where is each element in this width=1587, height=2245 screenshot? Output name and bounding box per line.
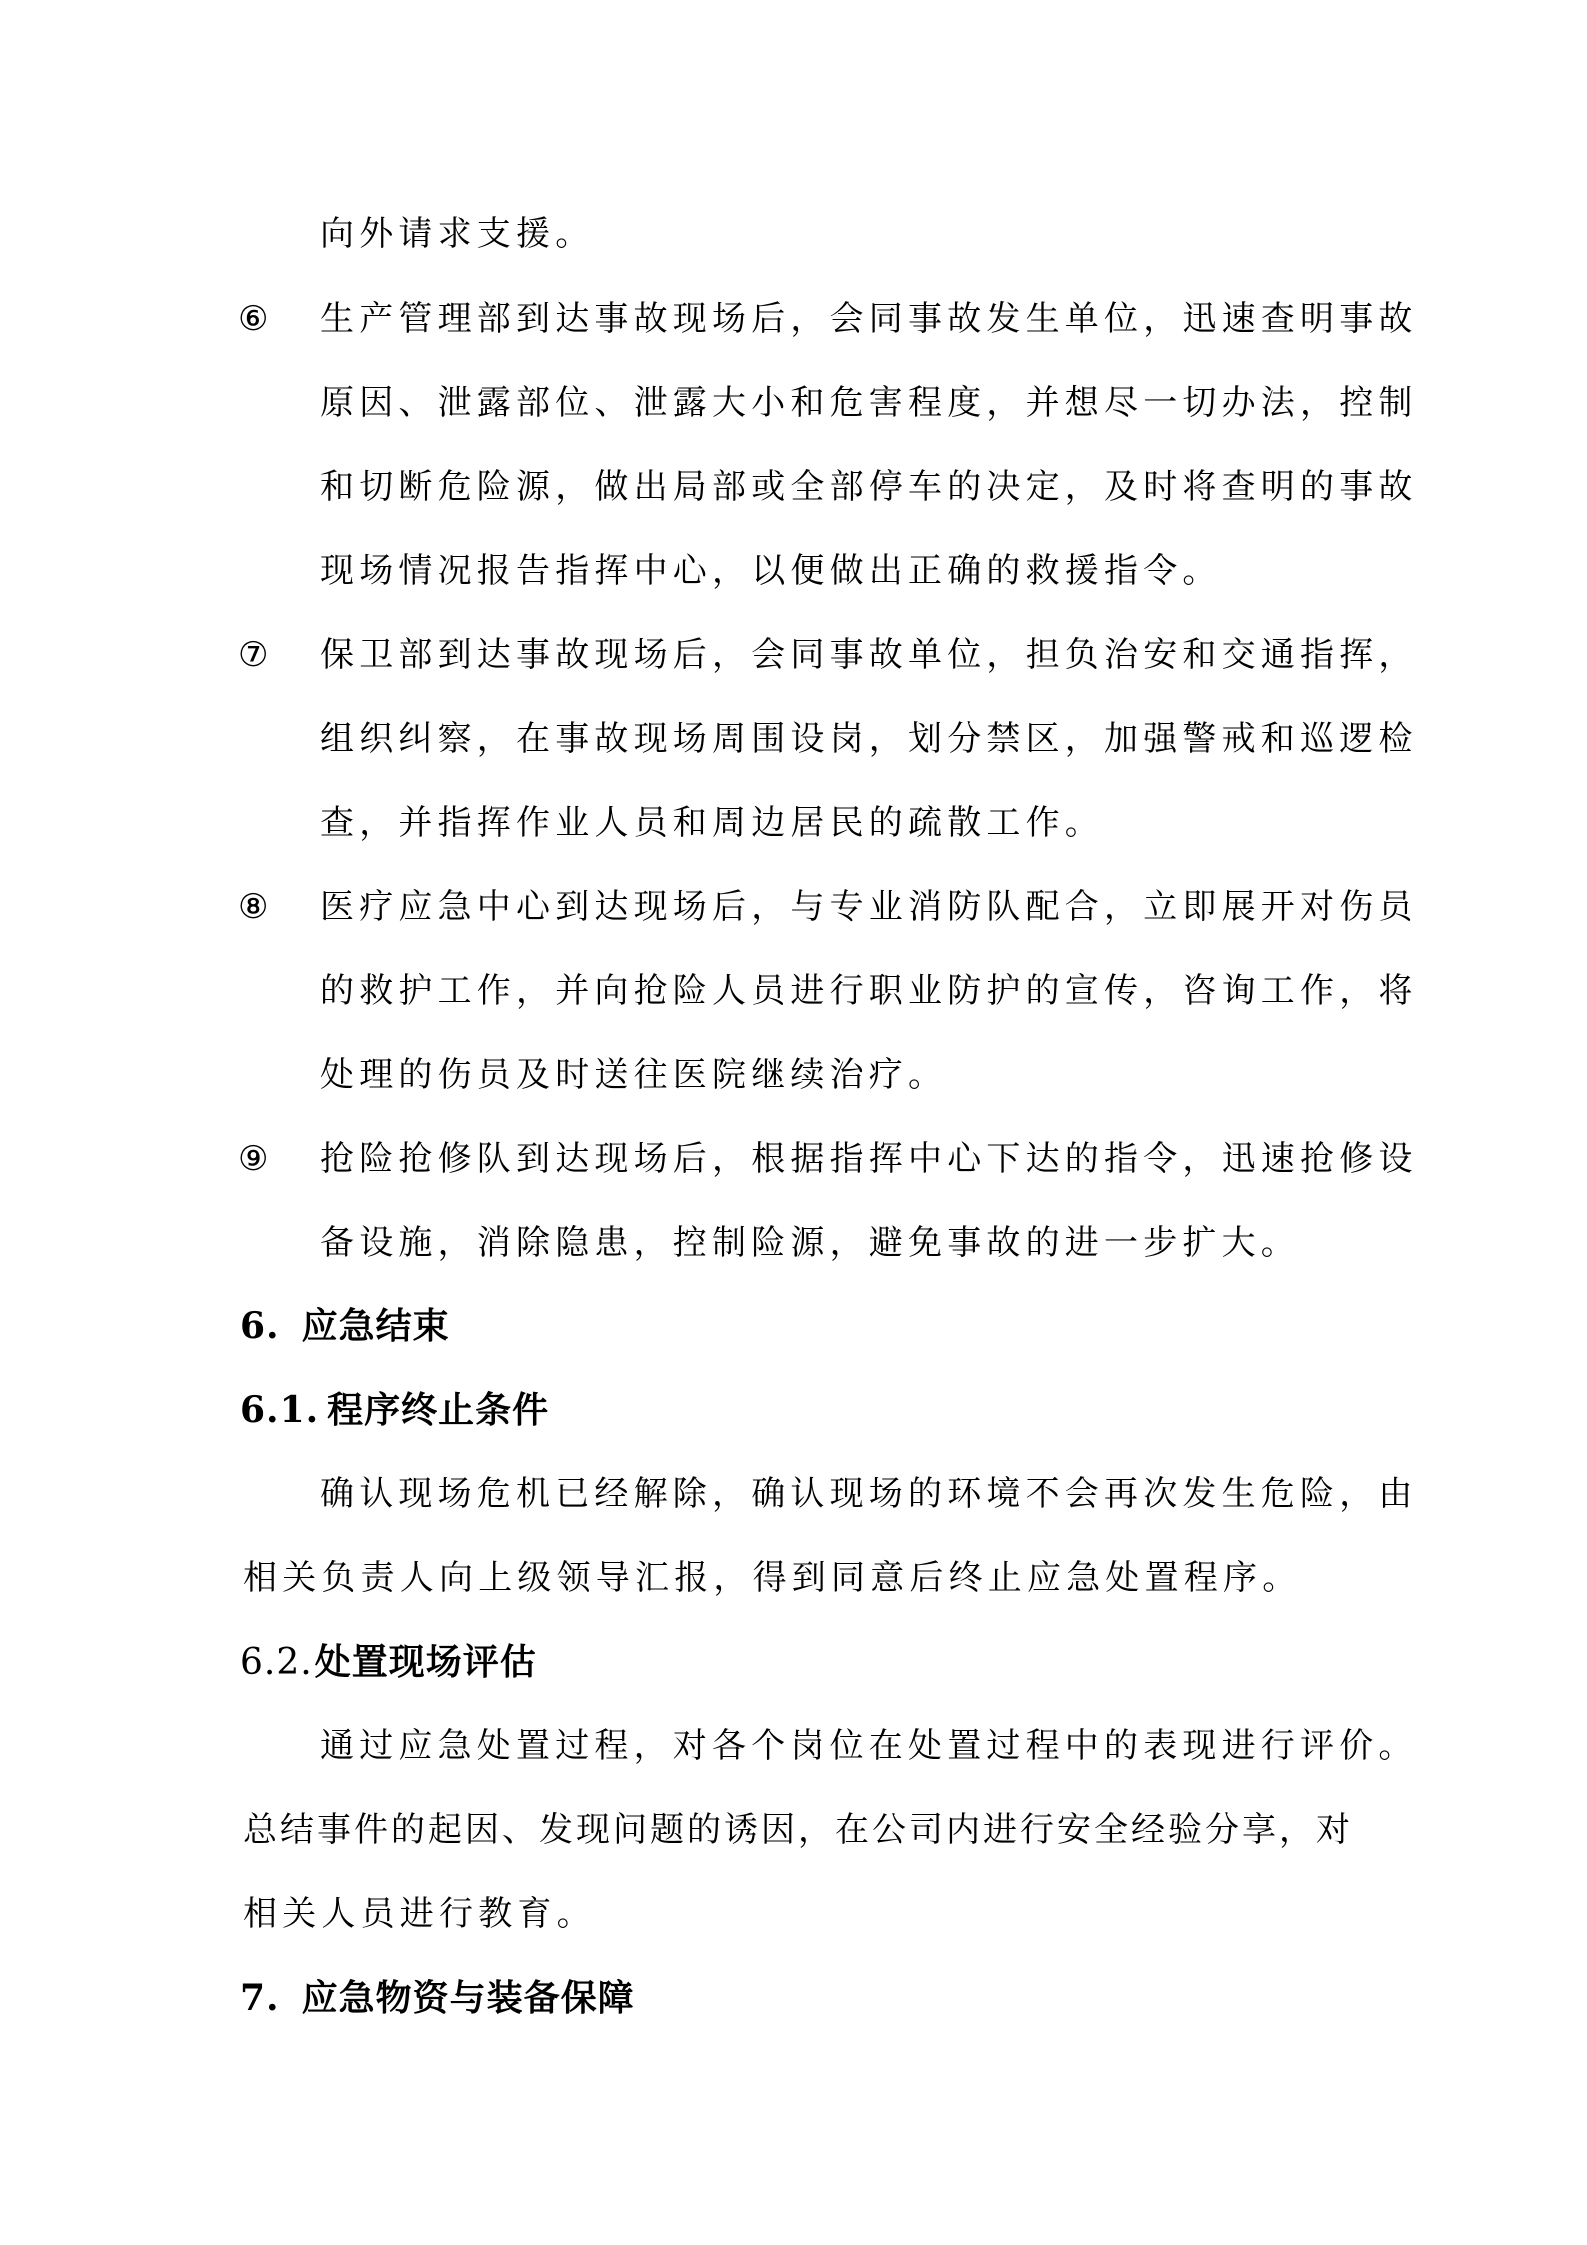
section-heading-6	[240, 1304, 450, 1348]
list-item-7-line-3: 查，并指挥作业人员和周边居民的疏散工作。	[320, 803, 1104, 843]
section-number: 6.2.	[240, 1642, 313, 1683]
list-item-6-line-2: 原因、泄露部位、泄露大小和危害程度，并想尽一切办法，控制	[320, 383, 1418, 423]
list-item-6-line-1: 生产管理部到达事故现场后，会同事故发生单位，迅速查明事故	[320, 299, 1418, 339]
paragraph-6-2-line-2: 总结事件的起因、发现问题的诱因，在公司内进行安全经验分享，对	[243, 1810, 1353, 1850]
list-item-7-line-1: 保卫部到达事故现场后，会同事故单位，担负治安和交通指挥，	[320, 635, 1418, 675]
list-marker-8: ⑧	[238, 887, 269, 927]
section-title: 应急结束	[301, 1305, 450, 1347]
section-title: 处置现场评估	[314, 1641, 537, 1683]
section-heading-7	[240, 1976, 635, 2020]
list-item-8-line-1: 医疗应急中心到达现场后，与专业消防队配合，立即展开对伤员	[320, 887, 1418, 927]
paragraph-6-1-line-2: 相关负责人向上级领导汇报，得到同意后终止应急处置程序。	[243, 1558, 1302, 1598]
list-item-9-line-2: 备设施，消除隐患，控制险源，避免事故的进一步扩大。	[320, 1223, 1300, 1263]
list-item-6-line-3: 和切断危险源，做出局部或全部停车的决定，及时将查明的事故	[320, 467, 1418, 507]
section-title: 程序终止条件	[327, 1389, 550, 1431]
list-marker-7: ⑦	[238, 635, 269, 675]
paragraph-6-2-line-1: 通过应急处置过程，对各个岗位在处置过程中的表现进行评价。	[320, 1726, 1418, 1766]
section-number: 6.	[240, 1305, 280, 1347]
section-title: 应急物资与装备保障	[301, 1977, 635, 2019]
list-marker-6: ⑥	[238, 299, 269, 339]
list-item-7-line-2: 组织纠察，在事故现场周围设岗，划分禁区，加强警戒和巡逻检	[320, 719, 1418, 759]
section-number: 7.	[240, 1977, 280, 2019]
section-heading-6-2	[240, 1640, 537, 1685]
section-number: 6.1.	[240, 1389, 320, 1431]
list-item-8-line-2: 的救护工作，并向抢险人员进行职业防护的宣传，咨询工作，将	[320, 971, 1418, 1011]
section-heading-6-1	[240, 1388, 549, 1432]
paragraph-6-2-line-3: 相关人员进行教育。	[243, 1894, 596, 1934]
list-item-8-line-3: 处理的伤员及时送往医院继续治疗。	[320, 1055, 948, 1095]
list-item-6-line-4: 现场情况报告指挥中心，以便做出正确的救援指令。	[320, 551, 1222, 591]
paragraph-6-1-line-1: 确认现场危机已经解除，确认现场的环境不会再次发生危险，由	[320, 1474, 1418, 1514]
list-marker-9: ⑨	[238, 1139, 269, 1179]
list-item-9-line-1: 抢险抢修队到达现场后，根据指挥中心下达的指令，迅速抢修设	[320, 1139, 1418, 1179]
continuation-text: 向外请求支援。	[320, 214, 595, 254]
